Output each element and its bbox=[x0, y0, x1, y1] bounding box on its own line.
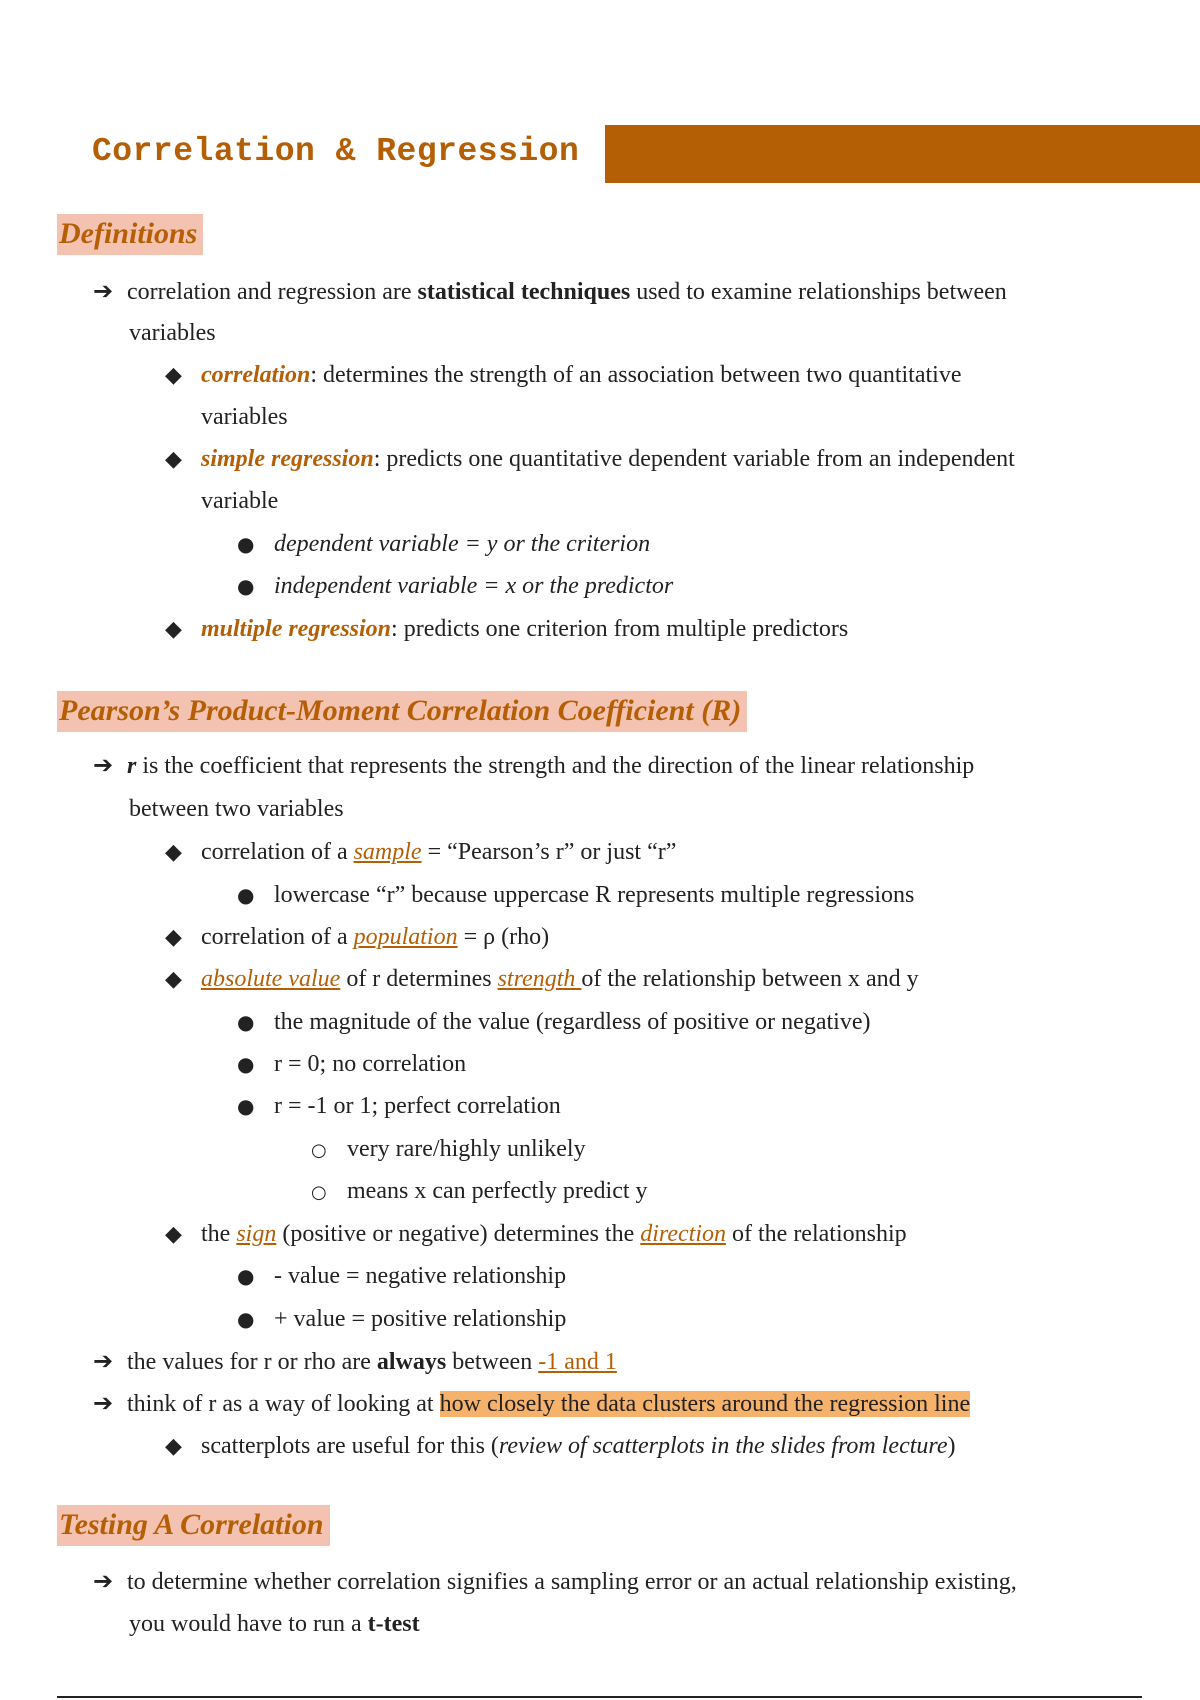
diamond-bullet-icon: ◆ bbox=[165, 967, 182, 992]
diamond-bullet-icon: ◆ bbox=[165, 1434, 182, 1459]
disc-bullet-icon: ● bbox=[237, 1094, 255, 1118]
arrow-right-icon: ➔ bbox=[93, 1389, 114, 1417]
disc-bullet-icon: ● bbox=[237, 883, 255, 907]
list-item: ◆ simple regression: predicts one quantitative dependent variable from an independent bbox=[165, 444, 1015, 475]
list-item: ● dependent variable = y or the criterion bbox=[237, 531, 651, 557]
disc-bullet-icon: ● bbox=[237, 1010, 255, 1034]
list-item: ➔ the values for r or rho are always between -1 and 1 bbox=[93, 1347, 617, 1375]
diamond-bullet-icon: ◆ bbox=[165, 1222, 182, 1247]
list-item: ● - value = negative relationship bbox=[237, 1263, 567, 1289]
list-item: ➔ r is the coefficient that represents the strength and the direction of the linear relationship bbox=[93, 751, 975, 779]
list-item: ➔ to determine whether correlation signifies a sampling error or an actual relationship existing, bbox=[93, 1567, 1017, 1595]
disc-bullet-icon: ● bbox=[237, 1052, 255, 1076]
title-row bbox=[0, 125, 1200, 185]
list-item: ● r = -1 or 1; perfect correlation bbox=[237, 1093, 561, 1119]
diamond-bullet-icon: ◆ bbox=[165, 363, 182, 388]
list-item: ◆ correlation of a population = ρ (rho) bbox=[165, 922, 549, 953]
list-item: ● lowercase “r” because uppercase R represents multiple regressions bbox=[237, 882, 915, 908]
list-item: ➔ think of r as a way of looking at how closely the data clusters around the regression line bbox=[93, 1389, 971, 1417]
section-heading-pearson: Pearson’s Product-Moment Correlation Coefficient (R) bbox=[57, 691, 747, 732]
diamond-bullet-icon: ◆ bbox=[165, 840, 182, 865]
disc-bullet-icon: ● bbox=[237, 1264, 255, 1288]
arrow-right-icon: ➔ bbox=[93, 1347, 114, 1375]
list-item: ◆ scatterplots are useful for this (review of scatterplots in the slides from lecture) bbox=[165, 1431, 956, 1462]
list-item: ◆ multiple regression: predicts one criterion from multiple predictors bbox=[165, 614, 848, 645]
list-item: ◆ correlation of a sample = “Pearson’s r” or just “r” bbox=[165, 837, 676, 868]
highlighted-text: how closely the data clusters around the regression line bbox=[439, 1391, 971, 1417]
diamond-bullet-icon: ◆ bbox=[165, 617, 182, 642]
diamond-bullet-icon: ◆ bbox=[165, 447, 182, 472]
arrow-right-icon: ➔ bbox=[93, 751, 114, 779]
list-item-continuation: variables bbox=[201, 404, 288, 430]
diamond-bullet-icon: ◆ bbox=[165, 925, 182, 950]
list-item: ◆ absolute value of r determines strength of the relationship between x and y bbox=[165, 964, 919, 995]
page-bottom-rule bbox=[57, 1696, 1142, 1698]
list-item: ◆ correlation: determines the strength of an association between two quantitative bbox=[165, 360, 961, 391]
list-item-continuation: variables bbox=[129, 320, 216, 346]
list-item-continuation: you would have to run a t-test bbox=[129, 1611, 420, 1637]
list-item: ● r = 0; no correlation bbox=[237, 1051, 467, 1077]
list-item: ● + value = positive relationship bbox=[237, 1306, 567, 1332]
disc-bullet-icon: ● bbox=[237, 1307, 255, 1331]
list-item: ◆ the sign (positive or negative) determines the direction of the relationship bbox=[165, 1219, 907, 1250]
section-heading-definitions: Definitions bbox=[57, 214, 203, 255]
list-item: ○ very rare/highly unlikely bbox=[311, 1134, 586, 1166]
circle-bullet-icon: ○ bbox=[311, 1140, 327, 1161]
list-item-continuation: variable bbox=[201, 488, 279, 514]
circle-bullet-icon: ○ bbox=[311, 1182, 327, 1203]
disc-bullet-icon: ● bbox=[237, 574, 255, 598]
list-item: ● the magnitude of the value (regardless of positive or negative) bbox=[237, 1009, 871, 1035]
document-title: Correlation & Regression bbox=[92, 133, 580, 170]
arrow-right-icon: ➔ bbox=[93, 1567, 114, 1595]
section-heading-testing: Testing A Correlation bbox=[57, 1505, 330, 1546]
list-item: ○ means x can perfectly predict y bbox=[311, 1176, 648, 1208]
arrow-right-icon: ➔ bbox=[93, 277, 114, 305]
title-accent-bar bbox=[605, 125, 1200, 183]
list-item: ● independent variable = x or the predictor bbox=[237, 573, 674, 599]
disc-bullet-icon: ● bbox=[237, 532, 255, 556]
list-item-continuation: between two variables bbox=[129, 796, 344, 822]
list-item: ➔ correlation and regression are statistical techniques used to examine relationships between bbox=[93, 277, 1007, 305]
